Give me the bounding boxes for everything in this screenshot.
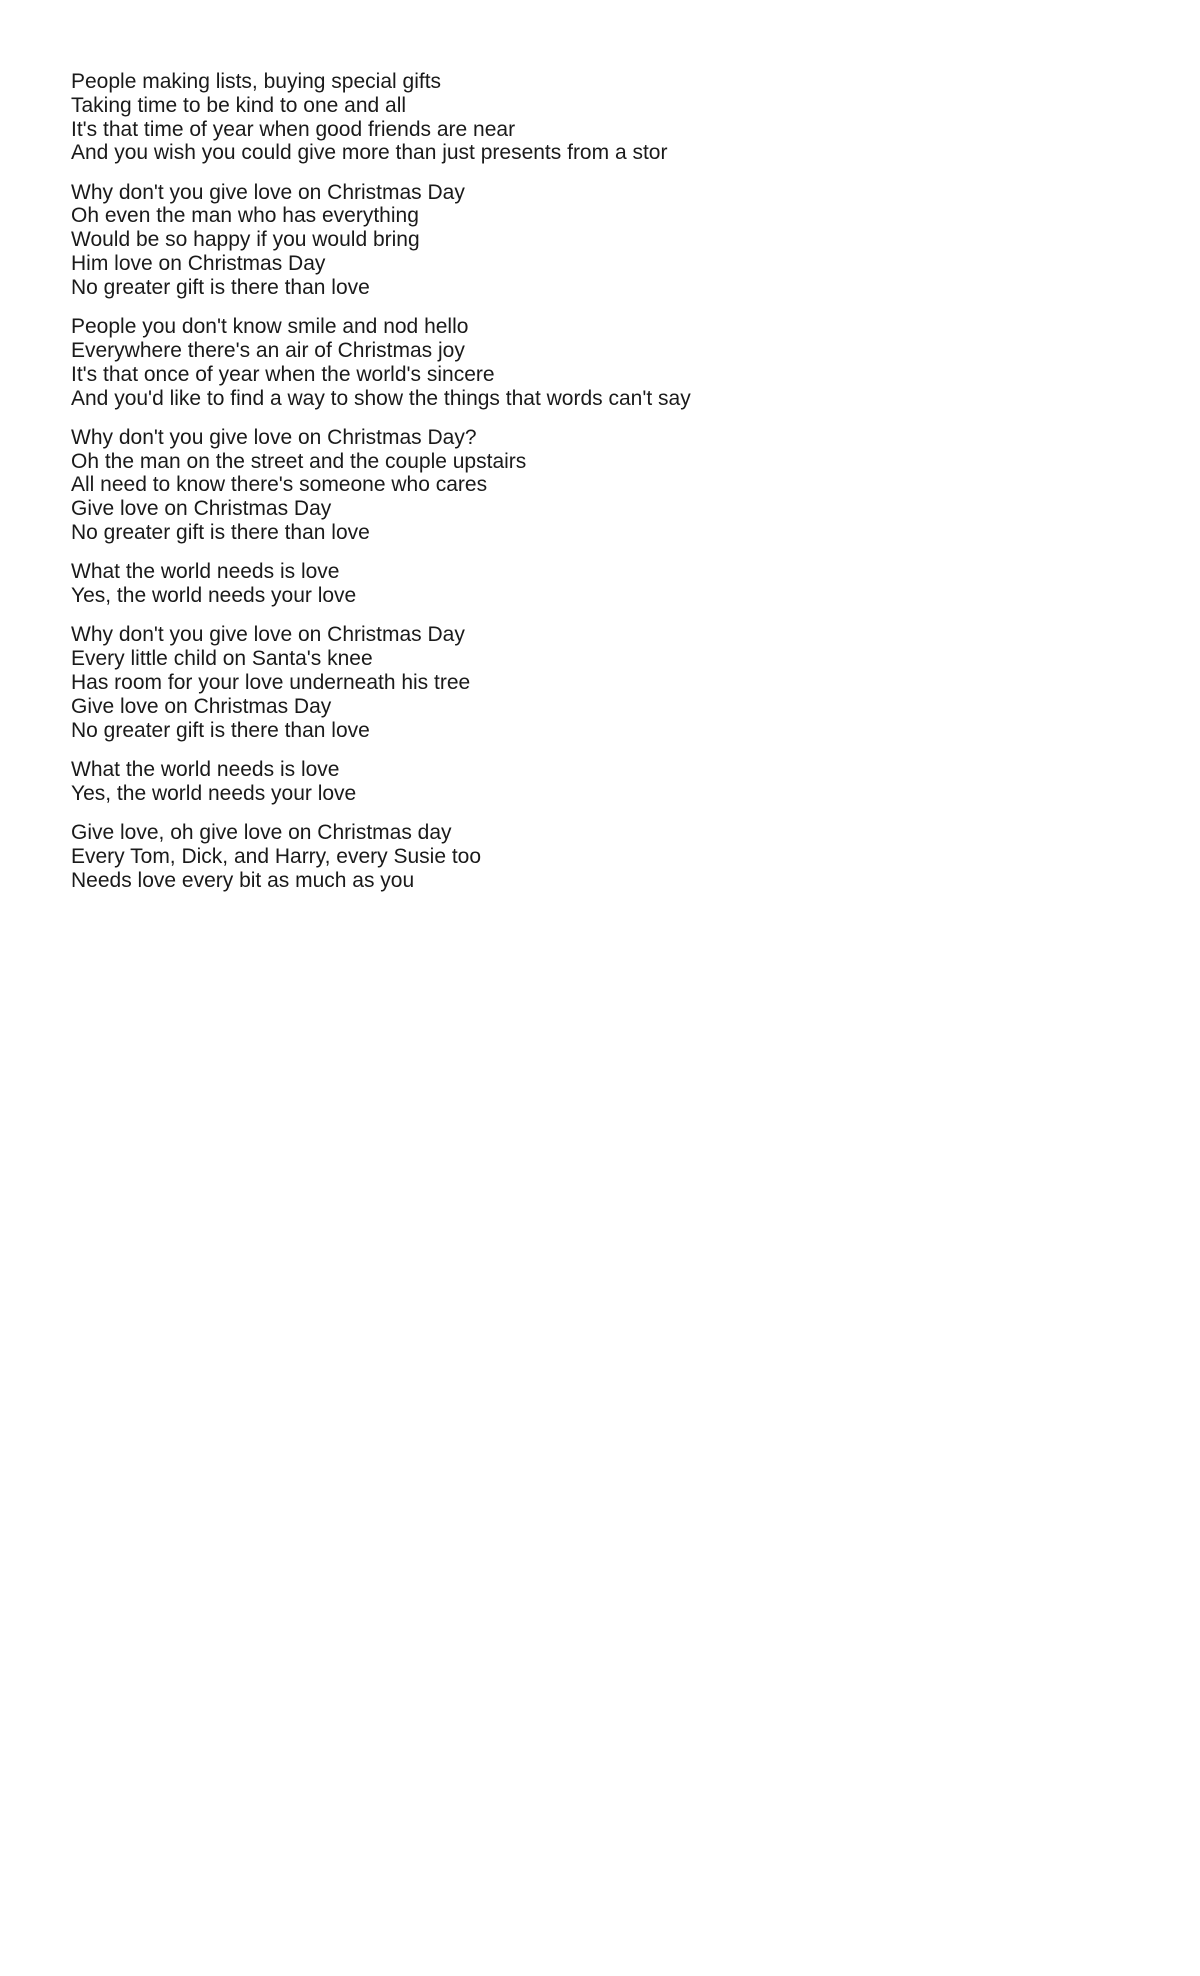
lyric-line: Oh the man on the street and the couple upstairs bbox=[71, 449, 527, 473]
lyric-line: Would be so happy if you would bring bbox=[71, 228, 420, 252]
lyric-line: No greater gift is there than love bbox=[71, 275, 370, 299]
lyric-line: Him love on Christmas Day bbox=[71, 252, 326, 276]
lyric-line: Every little child on Santa's knee bbox=[71, 647, 373, 671]
stanza bbox=[71, 315, 1131, 410]
lyric-line: Taking time to be kind to one and all bbox=[71, 93, 407, 117]
lyric-line: Why don't you give love on Christmas Day? bbox=[71, 425, 477, 449]
lyric-line: Every Tom, Dick, and Harry, every Susie too bbox=[71, 844, 482, 868]
lyric-line: It's that once of year when the world's sincere bbox=[71, 362, 495, 386]
lyric-line: People making lists, buying special gifts bbox=[71, 70, 442, 93]
lyric-line: And you'd like to find a way to show the things that words can't say bbox=[71, 386, 691, 410]
stanza bbox=[71, 821, 1131, 892]
lyric-line: No greater gift is there than love bbox=[71, 718, 370, 742]
lyric-line: Why don't you give love on Christmas Day bbox=[71, 180, 465, 204]
lyric-line: And you wish you could give more than just presents from a stor bbox=[71, 141, 668, 165]
stanza bbox=[71, 70, 1131, 165]
stanza bbox=[71, 426, 1131, 545]
lyric-line: People you don't know smile and nod hello bbox=[71, 315, 469, 339]
lyric-line: What the world needs is love bbox=[71, 757, 340, 781]
lyric-line: Needs love every bit as much as you bbox=[71, 868, 415, 892]
lyric-line: Has room for your love underneath his tree bbox=[71, 671, 471, 695]
lyrics-body bbox=[71, 70, 1131, 908]
stanza bbox=[71, 623, 1131, 742]
lyric-line: Yes, the world needs your love bbox=[71, 584, 357, 608]
stanza bbox=[71, 181, 1131, 300]
lyric-line: Oh even the man who has everything bbox=[71, 204, 419, 228]
lyric-line: What the world needs is love bbox=[71, 560, 340, 584]
stanza bbox=[71, 758, 1131, 806]
lyric-line: Everywhere there's an air of Christmas joy bbox=[71, 338, 465, 362]
lyric-line: It's that time of year when good friends are near bbox=[71, 117, 516, 141]
lyric-line: Give love, oh give love on Christmas day bbox=[71, 821, 452, 845]
lyric-line: Give love on Christmas Day bbox=[71, 497, 332, 521]
lyric-line: No greater gift is there than love bbox=[71, 521, 370, 545]
lyric-line: Give love on Christmas Day bbox=[71, 694, 332, 718]
stanza bbox=[71, 560, 1131, 608]
lyric-line: Why don't you give love on Christmas Day bbox=[71, 623, 465, 647]
lyric-line: All need to know there's someone who cares bbox=[71, 473, 488, 497]
lyric-line: Yes, the world needs your love bbox=[71, 781, 357, 805]
